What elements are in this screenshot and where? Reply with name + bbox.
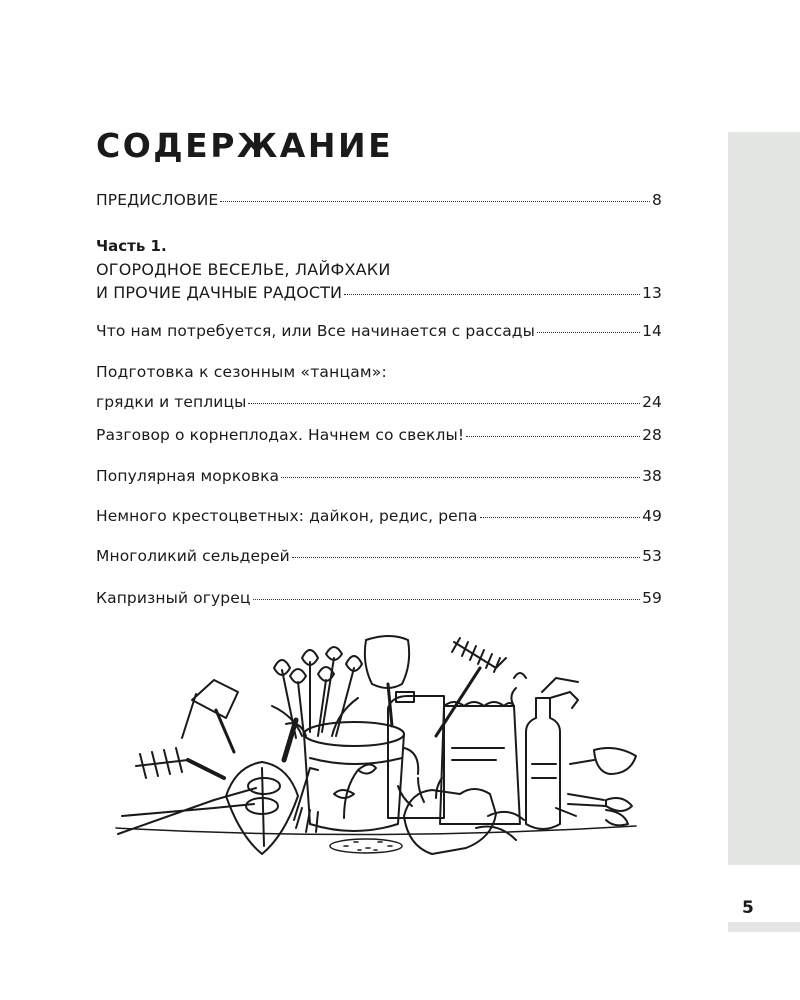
bucket-icon	[304, 722, 418, 831]
dot-leader	[220, 189, 650, 202]
toc-entry-label-line-1: Подготовка к сезонным «танцам»:	[96, 363, 387, 381]
dot-leader	[344, 282, 640, 295]
toc-entry-label-line-2: грядки и теплицы	[96, 393, 247, 411]
toc-entry-label: Разговор о корнеплодах. Начнем со свеклы!	[96, 426, 465, 444]
part-title-line-2: И ПРОЧИЕ ДАЧНЫЕ РАДОСТИ	[96, 283, 343, 302]
dot-leader	[248, 391, 640, 404]
gardening-gloves-icon	[398, 778, 524, 854]
toc-entry[interactable]	[96, 424, 662, 446]
toc-entry-page: 13	[642, 284, 662, 302]
toc-entry-label: Что нам потребуется, или Все начинается с рассады	[96, 322, 535, 340]
toc-entry[interactable]	[96, 320, 662, 342]
toc-entry-page: 8	[652, 191, 662, 209]
toc-entry-page: 24	[642, 393, 662, 411]
toc-entry[interactable]	[96, 465, 662, 487]
garden-tools-illustration	[96, 628, 656, 860]
seeds-icon	[330, 839, 402, 853]
toc-entry-label: Популярная морковка	[96, 467, 280, 485]
canister-icon	[388, 692, 444, 818]
secateurs-icon	[556, 794, 632, 825]
toc-entry[interactable]	[96, 361, 662, 413]
toc-entry-page: 59	[642, 589, 662, 607]
dot-leader	[281, 465, 640, 478]
toc-entry-page: 28	[642, 426, 662, 444]
fertilizer-bag-icon	[440, 702, 520, 824]
toc-entry-label: ПРЕДИСЛОВИЕ	[96, 191, 219, 209]
toc-entry-page: 38	[642, 467, 662, 485]
toc-entry-label: Капризный огурец	[96, 589, 251, 607]
hand-rake-icon	[136, 748, 224, 778]
dot-leader	[480, 505, 640, 518]
part-label: Часть 1.	[96, 237, 167, 255]
side-tab	[728, 132, 800, 865]
toc-entry-label: Многоликий сельдерей	[96, 547, 290, 565]
leaf-rake-icon	[436, 638, 506, 736]
spray-bottle-icon	[511, 673, 578, 829]
dot-leader	[466, 424, 640, 437]
toc-entry-page: 14	[642, 322, 662, 340]
toc-part-1[interactable]	[96, 236, 662, 305]
dot-leader	[537, 320, 640, 333]
toc-entry[interactable]	[96, 545, 662, 567]
toc-entry-preface[interactable]	[96, 189, 662, 211]
part-title-line-1: ОГОРОДНОЕ ВЕСЕЛЬЕ, ЛАЙФХАКИ	[96, 260, 391, 279]
toc-entry[interactable]	[96, 587, 662, 609]
tulips-icon	[272, 647, 362, 738]
toc-entry-label: Немного крестоцветных: дайкон, редис, репа	[96, 507, 478, 525]
right-trowel-icon	[570, 748, 636, 774]
dot-leader	[292, 545, 640, 558]
side-strip	[728, 922, 800, 932]
ground-line	[116, 826, 636, 835]
page-title: СОДЕРЖАНИЕ	[96, 126, 394, 165]
page-number: 5	[742, 898, 754, 918]
toc-entry[interactable]	[96, 505, 662, 527]
pruning-shears-icon	[118, 778, 280, 834]
toc-entry-page: 53	[642, 547, 662, 565]
trowel-icon	[182, 680, 238, 752]
toc-entry-page: 49	[642, 507, 662, 525]
dot-leader	[253, 587, 641, 600]
